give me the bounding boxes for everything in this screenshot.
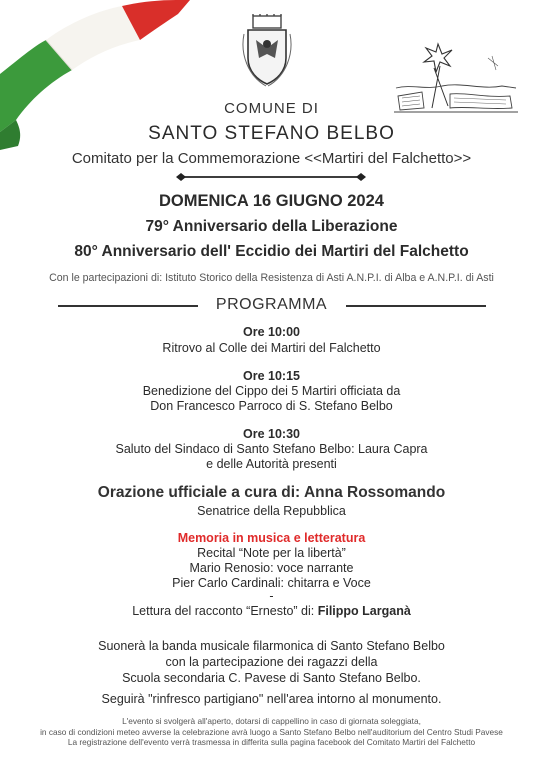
partners-line: Con le partecipazioni di: Istituto Storico della Resistenza di Asti A.N.P.I. di Alba e A.N.P.I. di Asti bbox=[49, 272, 494, 284]
event-date: DOMENICA 16 GIUGNO 2024 bbox=[159, 192, 384, 210]
memoria-title: Memoria in musica e letteratura bbox=[177, 531, 366, 545]
memoria-dash: - bbox=[269, 589, 274, 603]
oration-line: Orazione ufficiale a cura di: Anna Rossomando bbox=[97, 484, 446, 501]
comune-di-label: COMUNE DI bbox=[224, 100, 319, 117]
committee-name: Comitato per la Commemorazione <<Martiri del Falchetto>> bbox=[71, 150, 472, 167]
anniversary-liberation: 79° Anniversario della Liberazione bbox=[145, 218, 398, 235]
reading-author: Filippo Larganà bbox=[317, 604, 411, 618]
town-crest-icon bbox=[240, 14, 294, 88]
memoria-reading bbox=[0, 604, 543, 618]
footer-notes bbox=[0, 716, 543, 748]
program-time-3: Ore 10:30 bbox=[243, 427, 300, 441]
memoria-guitar: Pier Carlo Cardinali: chitarra e Voce bbox=[172, 576, 371, 590]
programma-line-right bbox=[346, 305, 486, 307]
band-line-1: Suonerà la banda musicale filarmonica di Santo Stefano Belbo bbox=[98, 639, 445, 653]
anniversary-massacre: 80° Anniversario dell' Eccidio dei Martiri del Falchetto bbox=[74, 243, 469, 260]
footer-line-3: La registrazione dell'evento verrà trasmessa in differita sulla pagina facebook del Comitato Martiri del Falchetto bbox=[67, 737, 476, 747]
band-line-3: Scuola secondaria C. Pavese di Santo Stefano Belbo. bbox=[122, 671, 421, 685]
footer-line-2: in caso di condizioni meteo avverse la celebrazione avrà luogo a Santo Stefano Belbo nell'auditorium del Centro Studi Pavese bbox=[40, 726, 503, 737]
band-line-2: con la partecipazione dei ragazzi della bbox=[165, 655, 378, 669]
reading-prefix: Lettura del racconto “Ernesto” di: bbox=[132, 604, 318, 618]
town-name: SANTO STEFANO BELBO bbox=[148, 123, 395, 144]
memoria-narrator: Mario Renosio: voce narrante bbox=[189, 561, 354, 575]
refreshment-line: Seguirà "rinfresco partigiano" nell'area intorno al monumento. bbox=[101, 692, 442, 706]
program-desc-2a: Benedizione del Cippo dei 5 Martiri officiata da bbox=[142, 384, 401, 398]
senator-line: Senatrice della Repubblica bbox=[197, 504, 346, 518]
program-time-2: Ore 10:15 bbox=[243, 369, 300, 383]
programma-heading: PROGRAMMA bbox=[215, 296, 328, 313]
program-desc-3a: Saluto del Sindaco di Santo Stefano Belbo: Laura Capra bbox=[115, 442, 428, 456]
program-desc-1: Ritrovo al Colle dei Martiri del Falchetto bbox=[162, 341, 381, 355]
program-desc-3b: e delle Autorità presenti bbox=[206, 457, 337, 471]
memoria-recital: Recital “Note per la libertà” bbox=[197, 546, 346, 560]
footer-line-1: L'evento si svolgerà all'aperto, dotarsi di cappellino in caso di giornata soleggiata, bbox=[122, 716, 421, 726]
program-time-1: Ore 10:00 bbox=[243, 325, 300, 339]
program-desc-2b: Don Francesco Parroco di S. Stefano Belbo bbox=[150, 399, 393, 413]
band-paragraph bbox=[0, 638, 543, 686]
header-divider bbox=[176, 172, 366, 182]
